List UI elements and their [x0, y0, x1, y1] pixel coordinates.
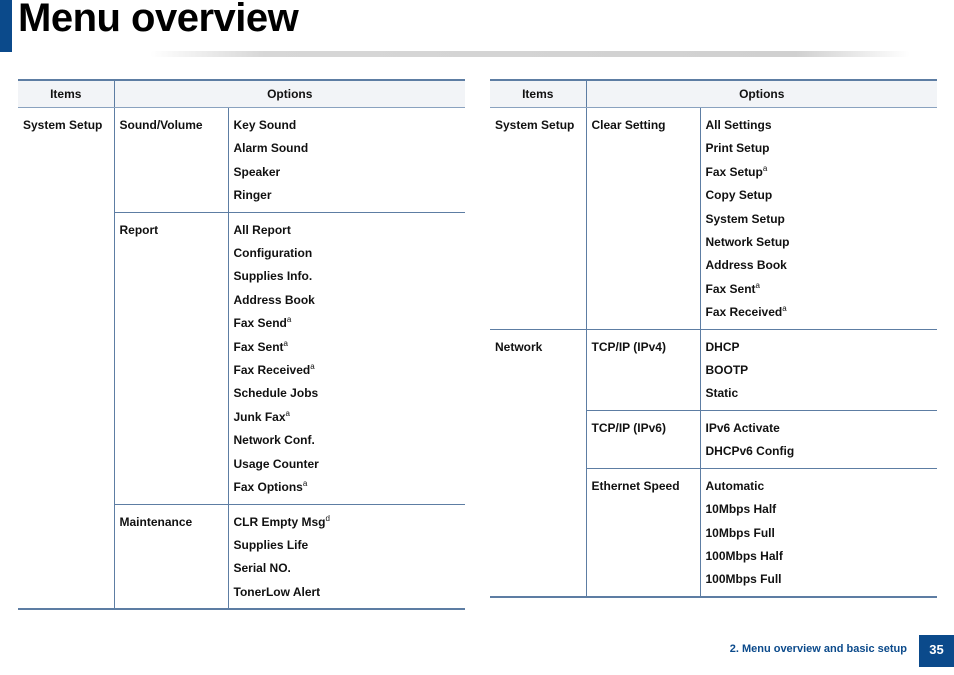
footnote-marker: a — [302, 479, 308, 489]
option-label: Automatic — [705, 478, 765, 493]
options-cell — [228, 212, 465, 504]
option-label: IPv6 Activate — [705, 420, 780, 435]
option-item — [234, 219, 461, 242]
option-label: Ringer — [233, 188, 272, 203]
option-label: Supplies Life — [233, 537, 309, 552]
option-label: 100Mbps Full — [705, 572, 782, 587]
options-cell — [700, 108, 937, 330]
header-items: Items — [490, 80, 586, 108]
footnote-marker: a — [285, 408, 290, 418]
option-label: Fax Options — [233, 480, 303, 495]
option-item — [706, 278, 933, 301]
option-item — [234, 534, 461, 557]
menu-item-cell — [18, 108, 114, 610]
option-label: Network Setup — [705, 235, 790, 250]
menu-table-right — [490, 79, 937, 598]
option-label: Fax Setup — [705, 164, 763, 179]
option-label: Fax Sent — [705, 281, 756, 296]
option-item — [234, 511, 461, 534]
options-cell — [228, 108, 465, 213]
submenu-cell — [586, 329, 700, 410]
footnote-marker: a — [782, 304, 787, 314]
table-row — [490, 329, 937, 410]
option-label: Alarm Sound — [233, 141, 309, 156]
option-item — [706, 208, 933, 231]
header-items: Items — [18, 80, 114, 108]
option-label: 10Mbps Half — [705, 502, 777, 517]
option-label: Fax Send — [233, 316, 287, 331]
option-item — [706, 336, 933, 359]
options-cell — [700, 468, 937, 597]
submenu-cell — [586, 468, 700, 597]
option-label: Supplies Info. — [233, 269, 313, 284]
submenu-cell — [114, 212, 228, 504]
option-label: Speaker — [233, 164, 281, 179]
options-cell — [700, 410, 937, 468]
option-item — [706, 161, 933, 184]
option-label: Serial NO. — [233, 561, 291, 576]
option-item — [234, 184, 461, 207]
option-item — [706, 568, 933, 591]
submenu-label: TCP/IP (IPv6) — [591, 420, 666, 435]
option-label: DHCPv6 Config — [705, 444, 795, 459]
option-item — [234, 359, 461, 382]
submenu-label: TCP/IP (IPv4) — [591, 339, 666, 354]
option-label: CLR Empty Msg — [233, 514, 326, 529]
submenu-cell — [114, 108, 228, 213]
option-label: TonerLow Alert — [233, 584, 321, 599]
option-item — [234, 406, 461, 429]
option-label: Configuration — [233, 246, 313, 261]
option-item — [234, 161, 461, 184]
option-item — [234, 312, 461, 335]
option-label: Usage Counter — [233, 456, 319, 471]
menu-table-left — [18, 79, 465, 610]
submenu-cell — [114, 504, 228, 609]
submenu-label: Clear Setting — [591, 118, 666, 132]
menu-item-label: System Setup — [23, 118, 103, 132]
menu-item-cell — [490, 329, 586, 597]
option-label: All Report — [233, 222, 291, 237]
option-label: Static — [705, 386, 739, 401]
option-label: Key Sound — [233, 118, 297, 132]
title-divider — [150, 51, 910, 57]
footnote-marker: d — [325, 513, 330, 523]
page-title: Menu overview — [18, 0, 299, 40]
option-item — [706, 382, 933, 405]
option-item — [234, 453, 461, 476]
menu-item-label: System Setup — [495, 118, 575, 132]
option-label: All Settings — [705, 118, 772, 132]
options-cell — [700, 329, 937, 410]
menu-item-label: Network — [495, 339, 543, 354]
submenu-label: Ethernet Speed — [591, 478, 680, 493]
option-item — [706, 114, 933, 137]
footnote-marker: a — [310, 362, 315, 372]
page-number: 35 — [919, 635, 954, 667]
option-label: Copy Setup — [705, 188, 773, 203]
option-label: BOOTP — [705, 363, 749, 378]
option-item — [706, 137, 933, 160]
option-item — [234, 336, 461, 359]
option-label: Address Book — [233, 292, 315, 307]
option-item — [706, 475, 933, 498]
option-label: Address Book — [705, 258, 787, 273]
option-item — [706, 301, 933, 324]
option-item — [234, 557, 461, 580]
footnote-marker: a — [755, 280, 760, 290]
footnote-marker: a — [286, 315, 292, 325]
title-accent-bar — [0, 0, 12, 52]
option-item — [234, 476, 461, 499]
option-label: Fax Sent — [233, 339, 284, 354]
option-item — [706, 522, 933, 545]
option-item — [706, 440, 933, 463]
option-label: 10Mbps Full — [705, 525, 775, 540]
option-item — [234, 382, 461, 405]
menu-item-cell — [490, 108, 586, 330]
options-cell — [228, 504, 465, 609]
option-label: Fax Received — [233, 363, 311, 378]
option-item — [706, 545, 933, 568]
option-label: Junk Fax — [233, 409, 286, 424]
submenu-label: Maintenance — [119, 514, 193, 529]
option-item — [234, 242, 461, 265]
option-item — [234, 581, 461, 604]
submenu-label: Report — [119, 222, 159, 237]
submenu-cell — [586, 410, 700, 468]
option-item — [706, 231, 933, 254]
option-label: System Setup — [705, 211, 785, 226]
option-item — [706, 417, 933, 440]
option-item — [234, 429, 461, 452]
option-item — [706, 359, 933, 382]
table-row — [18, 108, 465, 213]
table-row — [490, 108, 937, 330]
submenu-label: Sound/Volume — [119, 118, 203, 132]
option-label: Network Conf. — [233, 433, 315, 448]
option-item — [234, 265, 461, 288]
option-item — [234, 114, 461, 137]
option-item — [706, 254, 933, 277]
option-item — [234, 289, 461, 312]
footnote-marker: a — [283, 338, 288, 348]
option-label: 100Mbps Half — [705, 548, 783, 563]
footer-chapter-label: 2. Menu overview and basic setup — [729, 643, 907, 655]
submenu-cell — [586, 108, 700, 330]
option-label: Print Setup — [705, 141, 770, 156]
header-options: Options — [586, 80, 937, 108]
option-item — [234, 137, 461, 160]
footnote-marker: a — [762, 163, 768, 173]
option-label: Fax Received — [705, 305, 783, 320]
option-item — [706, 184, 933, 207]
header-options: Options — [114, 80, 465, 108]
option-label: DHCP — [705, 339, 740, 354]
option-item — [706, 498, 933, 521]
option-label: Schedule Jobs — [233, 386, 319, 401]
